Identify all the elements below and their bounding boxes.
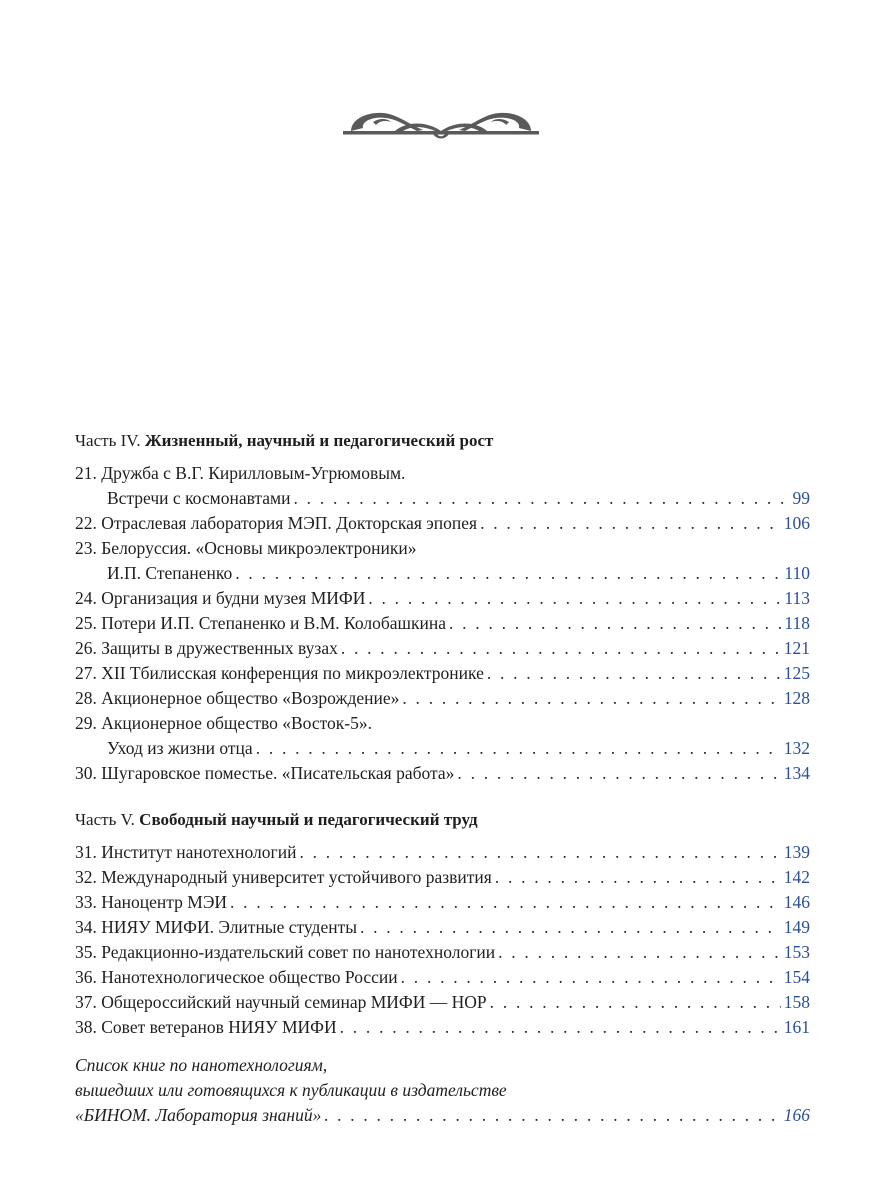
toc-entry[interactable]: [75, 865, 810, 890]
toc-entry[interactable]: [75, 990, 810, 1015]
dot-leader: [324, 1103, 780, 1128]
dot-leader: [402, 686, 780, 711]
page-number: 134: [783, 763, 810, 783]
decorative-flourish-icon: [343, 104, 539, 144]
entry-title: 34. НИЯУ МИФИ. Элитные студенты: [75, 917, 357, 937]
dot-leader: [457, 761, 780, 786]
entry-title-continued: Уход из жизни отца: [107, 738, 253, 758]
page-number: 125: [783, 663, 810, 683]
dot-leader: [256, 736, 781, 761]
toc-entry[interactable]: [75, 1015, 810, 1040]
toc-entry[interactable]: [75, 661, 810, 686]
part-title: Жизненный, научный и педагогический рост: [144, 431, 494, 450]
toc-entry[interactable]: [75, 940, 810, 965]
entry-title-continued: вышедших или готовящихся к публикации в издательстве: [75, 1080, 507, 1100]
entry-title: 27. XII Тбилисская конференция по микроэлектронике: [75, 663, 484, 683]
entry-title: 29. Акционерное общество «Восток-5».: [75, 713, 372, 733]
entry-title: 25. Потери И.П. Степаненко и В.М. Колобашкина: [75, 613, 446, 633]
toc-entry-book-list[interactable]: [75, 1053, 810, 1128]
part-heading: [75, 428, 810, 453]
page-number: 142: [783, 867, 810, 887]
dot-leader: [294, 486, 790, 511]
page-number: 158: [783, 992, 810, 1012]
dot-leader: [299, 840, 780, 865]
page-number: 99: [792, 488, 810, 508]
page-number: 149: [783, 917, 810, 937]
toc-entry[interactable]: [75, 965, 810, 990]
dot-leader: [480, 511, 781, 536]
table-of-contents: [75, 428, 810, 1128]
dot-leader: [490, 990, 781, 1015]
toc-entry[interactable]: [75, 890, 810, 915]
page-number: 113: [784, 588, 810, 608]
dot-leader: [360, 915, 781, 940]
dot-leader: [487, 661, 781, 686]
part-title: Свободный научный и педагогический труд: [139, 810, 478, 829]
entry-title: 36. Нанотехнологическое общество России: [75, 967, 398, 987]
page-number: 128: [783, 688, 810, 708]
toc-entry[interactable]: [75, 686, 810, 711]
toc-entry[interactable]: [75, 511, 810, 536]
dot-leader: [368, 586, 781, 611]
entry-title: 37. Общероссийский научный семинар МИФИ — НОР: [75, 992, 487, 1012]
dot-leader: [498, 940, 781, 965]
dot-leader: [401, 965, 781, 990]
page-number: 153: [783, 942, 810, 962]
page-number: 118: [784, 613, 810, 633]
entry-title: 38. Совет ветеранов НИЯУ МИФИ: [75, 1017, 337, 1037]
entry-title: 21. Дружба с В.Г. Кирилловым-Угрюмовым.: [75, 463, 406, 483]
page-number: 166: [783, 1105, 810, 1125]
entry-title: 35. Редакционно-издательский совет по нанотехнологии: [75, 942, 496, 962]
entry-title: 33. Наноцентр МЭИ: [75, 892, 228, 912]
dot-leader: [495, 865, 781, 890]
entry-title-continued: «БИНОМ. Лаборатория знаний»: [75, 1105, 322, 1125]
dot-leader: [235, 561, 781, 586]
page-number: 161: [783, 1017, 810, 1037]
entry-title: 22. Отраслевая лаборатория МЭП. Докторская эпопея: [75, 513, 478, 533]
entry-title-continued: Встречи с космонавтами: [107, 488, 291, 508]
entry-title: 31. Институт нанотехнологий: [75, 842, 297, 862]
page-number: 146: [783, 892, 810, 912]
entry-title: Список книг по нанотехнологиям,: [75, 1055, 328, 1075]
toc-entry[interactable]: [75, 711, 810, 761]
page-number: 121: [783, 638, 810, 658]
toc-entry[interactable]: [75, 915, 810, 940]
dot-leader: [230, 890, 781, 915]
dot-leader: [340, 1015, 781, 1040]
part-label: Часть IV.: [75, 431, 141, 450]
entry-title: 28. Акционерное общество «Возрождение»: [75, 688, 400, 708]
entry-title: 30. Шугаровское поместье. «Писательская работа»: [75, 763, 455, 783]
page-number: 154: [783, 967, 810, 987]
toc-entry[interactable]: [75, 461, 810, 511]
page-number: 139: [783, 842, 810, 862]
toc-entry[interactable]: [75, 636, 810, 661]
entry-title: 32. Международный университет устойчивого развития: [75, 867, 492, 887]
entry-title: 26. Защиты в дружественных вузах: [75, 638, 338, 658]
page-number: 106: [783, 513, 810, 533]
toc-entry[interactable]: [75, 586, 810, 611]
dot-leader: [449, 611, 781, 636]
entry-title: 24. Организация и будни музея МИФИ: [75, 588, 366, 608]
page-number: 132: [783, 738, 810, 758]
toc-entry[interactable]: [75, 611, 810, 636]
part-label: Часть V.: [75, 810, 135, 829]
page-number: 110: [784, 563, 810, 583]
dot-leader: [341, 636, 781, 661]
toc-entry[interactable]: [75, 536, 810, 586]
entry-title: 23. Белоруссия. «Основы микроэлектроники»: [75, 538, 417, 558]
toc-entry[interactable]: [75, 761, 810, 786]
entry-title-continued: И.П. Степаненко: [107, 563, 233, 583]
section-spacer: [75, 786, 810, 807]
toc-entry[interactable]: [75, 840, 810, 865]
part-heading: [75, 807, 810, 832]
